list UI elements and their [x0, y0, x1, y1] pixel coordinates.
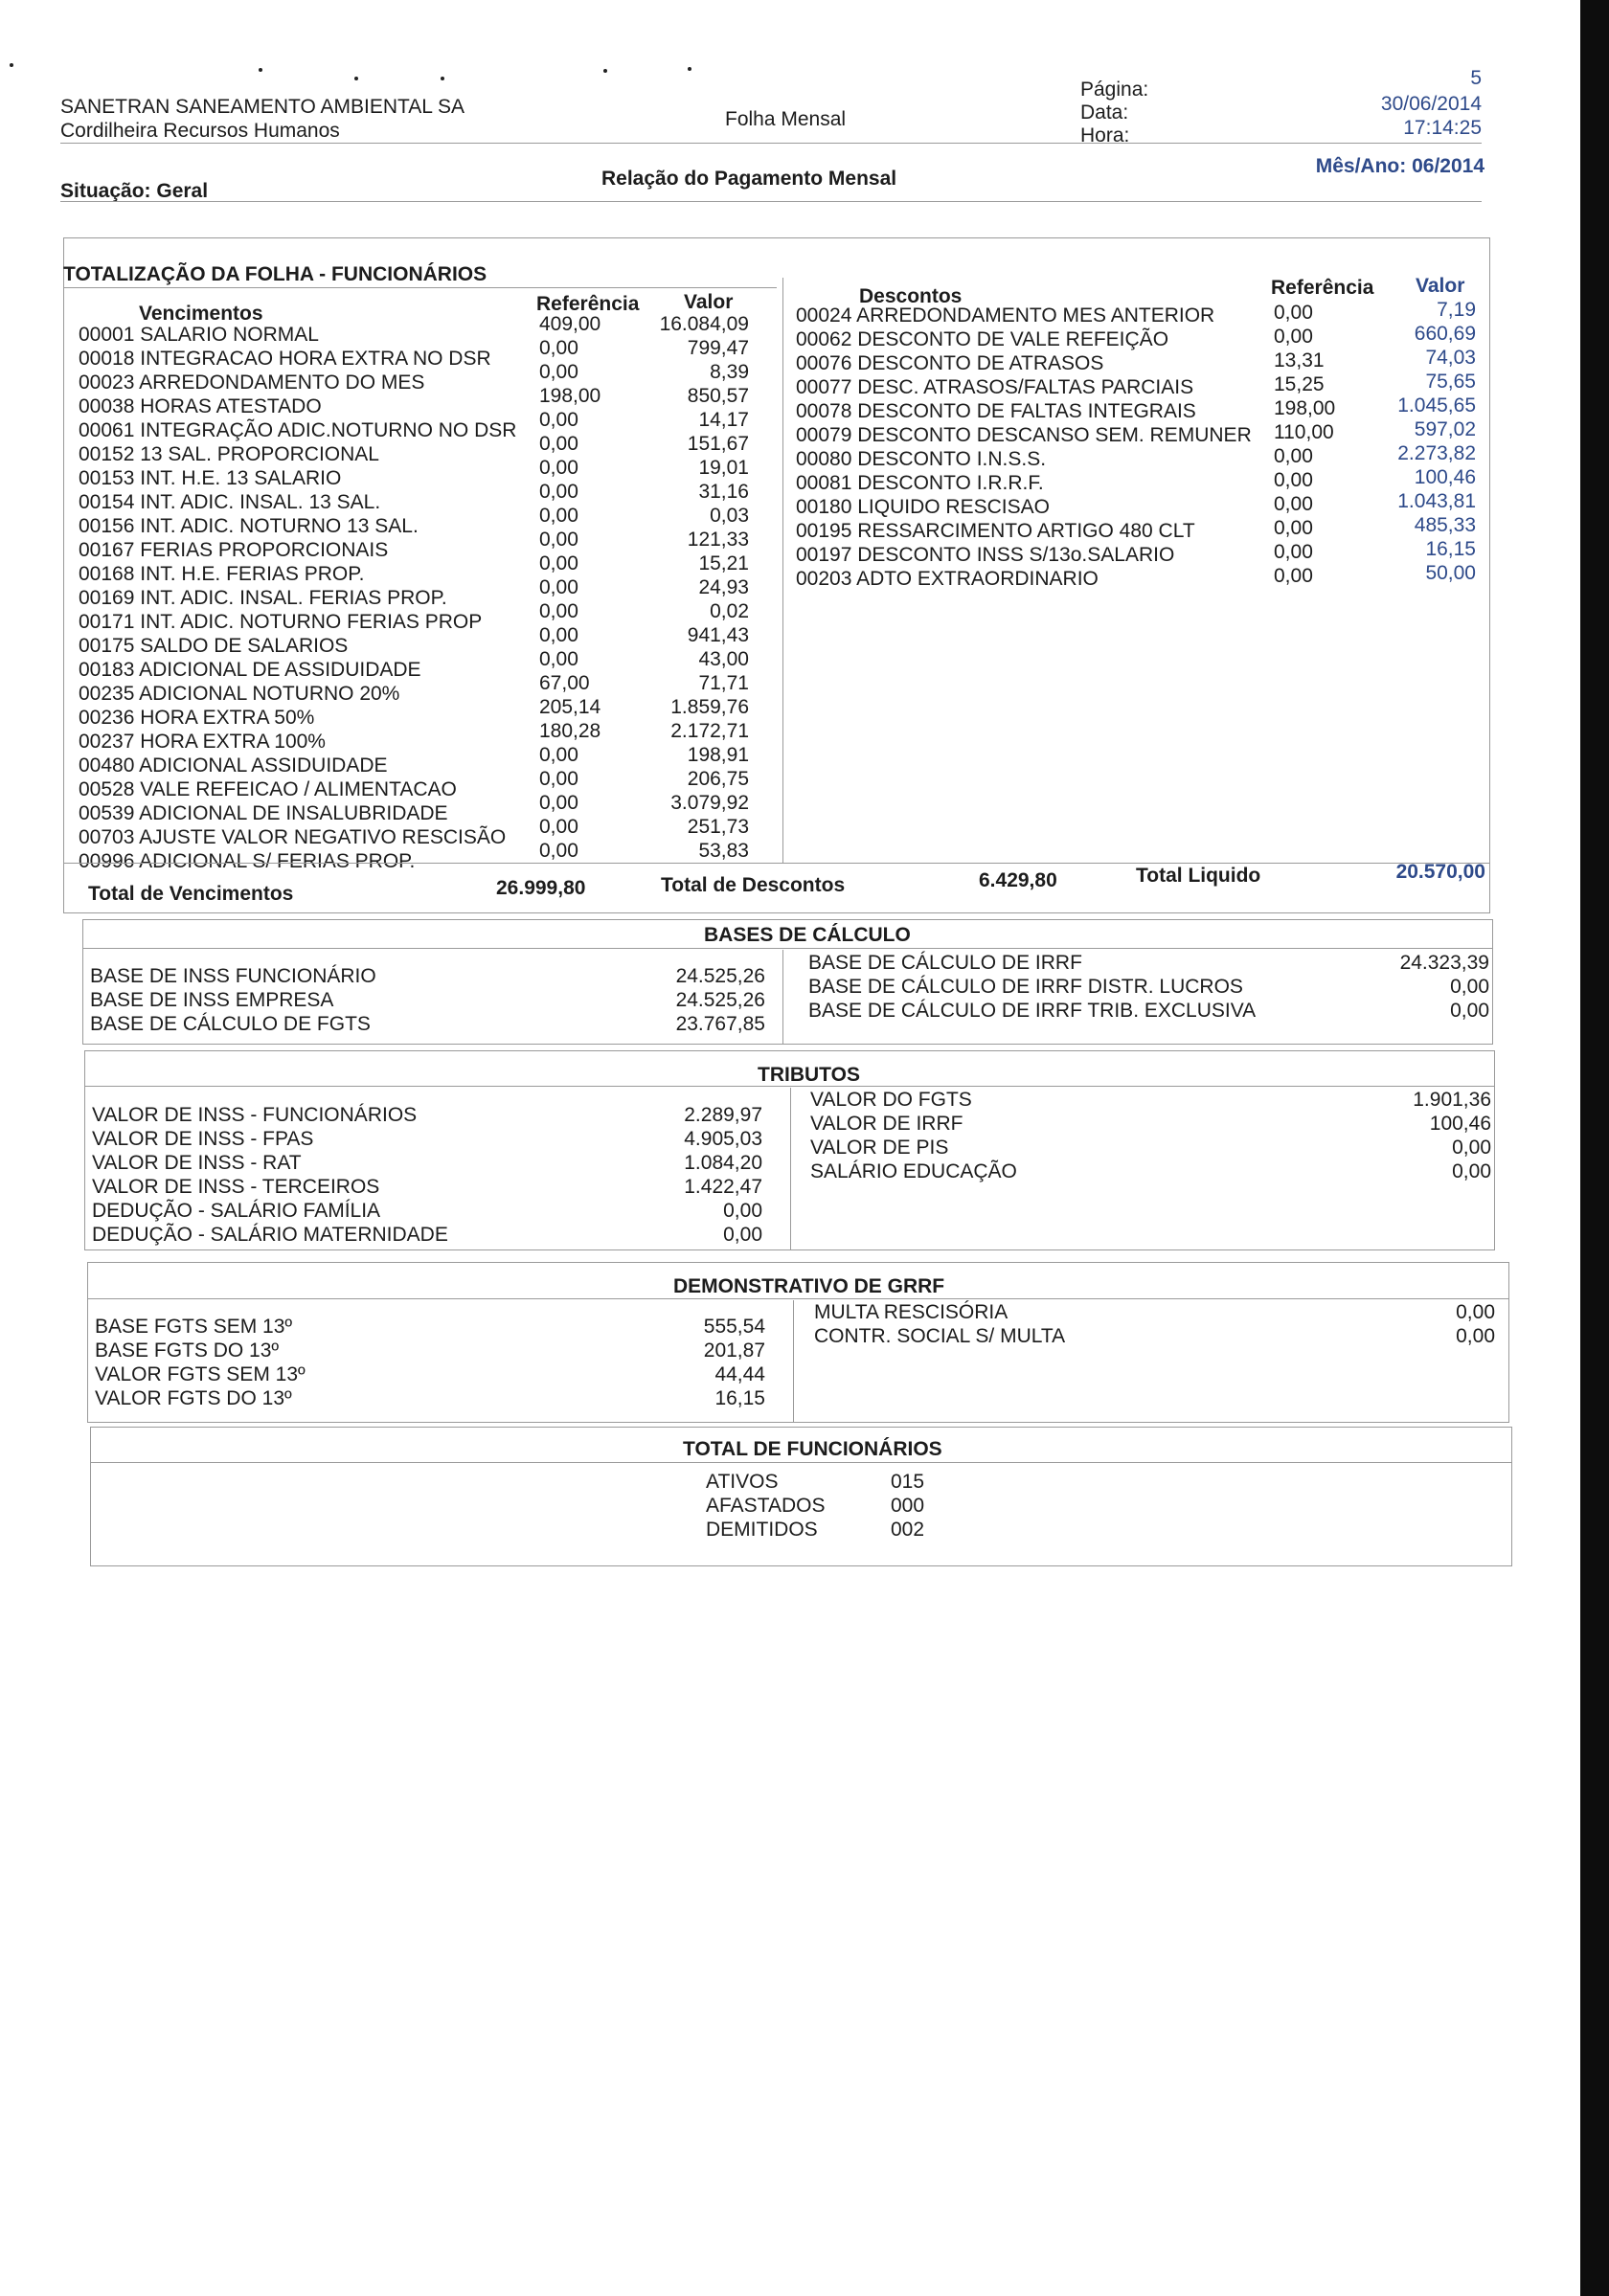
tributo-row-value: 4.905,03 — [684, 1128, 762, 1150]
report-name: Folha Mensal — [725, 108, 847, 130]
system-name: Cordilheira Recursos Humanos — [60, 120, 340, 142]
earning-value: 850,57 — [687, 385, 749, 407]
earning-description: 00061 INTEGRAÇÃO ADIC.NOTURNO NO DSR — [79, 419, 517, 441]
earning-reference: 409,00 — [539, 313, 601, 335]
deduction-description: 00077 DESC. ATRASOS/FALTAS PARCIAIS — [796, 376, 1194, 398]
earning-description: 00183 ADICIONAL DE ASSIDUIDADE — [79, 659, 421, 681]
header-divider-2 — [60, 201, 1482, 202]
employee-count-row — [706, 1494, 993, 1518]
earning-value: 43,00 — [698, 648, 749, 670]
earning-value: 8,39 — [710, 361, 749, 383]
earning-value: 14,17 — [698, 409, 749, 431]
tributo-row-value: 1.901,36 — [1413, 1089, 1491, 1111]
employee-count-row — [706, 1518, 993, 1542]
report-subtitle: Relação do Pagamento Mensal — [601, 168, 897, 190]
deduction-value: 597,02 — [1414, 418, 1476, 440]
base-row-label: BASE DE INSS EMPRESA — [90, 989, 334, 1011]
employee-count-value: 002 — [891, 1519, 925, 1541]
deductions-reference-header: Referência — [1271, 277, 1374, 299]
grrf-row-label: CONTR. SOCIAL S/ MULTA — [814, 1325, 1066, 1347]
base-row — [808, 975, 1489, 999]
tributo-row-value: 1.084,20 — [684, 1152, 762, 1174]
tributos-column-divider — [790, 1088, 791, 1250]
tributo-row-label: VALOR DE INSS - RAT — [92, 1152, 302, 1174]
tributo-row-value: 0,00 — [723, 1200, 762, 1222]
earning-value: 1.859,76 — [670, 696, 749, 718]
period-label: Mês/Ano: 06/2014 — [1315, 155, 1484, 177]
date-label: Data: — [1080, 101, 1129, 124]
deductions-value-column — [1341, 298, 1476, 585]
earnings-description-column — [79, 323, 538, 873]
earning-reference: 0,00 — [539, 481, 578, 503]
earning-value: 206,75 — [687, 768, 749, 790]
grrf-row — [814, 1300, 1495, 1324]
earning-reference: 0,00 — [539, 337, 578, 359]
earning-reference: 0,00 — [539, 529, 578, 551]
employee-count-label: DEMITIDOS — [706, 1519, 818, 1541]
deduction-description: 00197 DESCONTO INSS S/13o.SALARIO — [796, 544, 1175, 566]
deduction-value: 7,19 — [1437, 299, 1476, 321]
earning-value: 151,67 — [687, 433, 749, 455]
earning-value: 0,02 — [710, 600, 749, 622]
bases-column-divider — [782, 950, 783, 1044]
grrf-left-list — [95, 1315, 765, 1410]
earning-description: 00169 INT. ADIC. INSAL. FERIAS PROP. — [79, 587, 447, 609]
earning-description: 00154 INT. ADIC. INSAL. 13 SAL. — [79, 491, 381, 513]
earning-reference: 0,00 — [539, 409, 578, 431]
tributo-row — [810, 1088, 1491, 1112]
employees-list — [706, 1470, 993, 1542]
bases-right-list — [808, 951, 1489, 1023]
tributo-row-value: 1.422,47 — [684, 1176, 762, 1198]
totalization-title: TOTALIZAÇÃO DA FOLHA - FUNCIONÁRIOS — [63, 263, 487, 285]
tributo-row — [92, 1199, 762, 1223]
base-row-value: 24.323,39 — [1399, 952, 1489, 974]
deduction-reference: 0,00 — [1274, 445, 1313, 467]
bases-title: BASES DE CÁLCULO — [704, 924, 911, 946]
earning-value: 31,16 — [698, 481, 749, 503]
deduction-reference: 0,00 — [1274, 493, 1313, 515]
company-name: SANETRAN SANEAMENTO AMBIENTAL SA — [60, 96, 465, 118]
deduction-value: 485,33 — [1414, 514, 1476, 536]
tributos-title-divider — [84, 1086, 1495, 1087]
earning-value: 0,03 — [710, 505, 749, 527]
base-row-label: BASE DE CÁLCULO DE IRRF TRIB. EXCLUSIVA — [808, 1000, 1257, 1022]
earning-reference: 0,00 — [539, 600, 578, 622]
tributo-row — [92, 1127, 762, 1151]
earnings-value-header: Valor — [684, 291, 734, 313]
deduction-value: 74,03 — [1425, 347, 1476, 369]
page-label: Página: — [1080, 79, 1149, 101]
grrf-row-value: 0,00 — [1456, 1325, 1495, 1347]
report-time: 17:14:25 — [1403, 117, 1482, 139]
deduction-description: 00180 LIQUIDO RESCISAO — [796, 496, 1050, 518]
deduction-value: 2.273,82 — [1397, 442, 1476, 464]
tributo-row — [92, 1103, 762, 1127]
base-row-value: 0,00 — [1450, 1000, 1489, 1022]
earning-description: 00001 SALARIO NORMAL — [79, 324, 319, 346]
tributos-right-list — [810, 1088, 1491, 1183]
deductions-description-column — [796, 304, 1294, 591]
earning-reference: 0,00 — [539, 744, 578, 766]
earning-reference: 0,00 — [539, 505, 578, 527]
deduction-reference: 0,00 — [1274, 302, 1313, 324]
tributo-row-label: VALOR DE IRRF — [810, 1113, 963, 1135]
deduction-description: 00062 DESCONTO DE VALE REFEIÇÃO — [796, 328, 1169, 350]
grrf-row-value: 201,87 — [703, 1339, 765, 1362]
speck — [688, 67, 691, 71]
employee-count-value: 000 — [891, 1495, 925, 1517]
grrf-title: DEMONSTRATIVO DE GRRF — [673, 1275, 945, 1297]
earning-reference: 0,00 — [539, 552, 578, 574]
bases-left-list — [90, 964, 765, 1036]
base-row-value: 24.525,26 — [675, 965, 765, 987]
earning-reference: 198,00 — [539, 385, 601, 407]
grrf-row-value: 44,44 — [714, 1363, 765, 1385]
earning-description: 00152 13 SAL. PROPORCIONAL — [79, 443, 379, 465]
deduction-reference: 0,00 — [1274, 326, 1313, 348]
grrf-right-list — [814, 1300, 1495, 1348]
earning-reference: 0,00 — [539, 768, 578, 790]
total-net-value: 20.570,00 — [1395, 861, 1485, 883]
situation-label: Situação: Geral — [60, 180, 209, 202]
deduction-reference: 0,00 — [1274, 517, 1313, 539]
totals-divider — [63, 863, 1490, 864]
tributo-row-value: 100,46 — [1429, 1113, 1491, 1135]
grrf-row-value: 0,00 — [1456, 1301, 1495, 1323]
total-net-label: Total Liquido — [1136, 865, 1261, 887]
grrf-row-label: VALOR FGTS DO 13º — [95, 1387, 292, 1409]
employee-count-value: 015 — [891, 1471, 925, 1493]
tributos-title: TRIBUTOS — [758, 1064, 860, 1086]
deduction-value: 50,00 — [1425, 562, 1476, 584]
earning-reference: 0,00 — [539, 576, 578, 598]
base-row-label: BASE DE CÁLCULO DE IRRF — [808, 952, 1082, 974]
tributos-left-list — [92, 1103, 762, 1247]
speck — [10, 63, 13, 67]
deduction-description: 00078 DESCONTO DE FALTAS INTEGRAIS — [796, 400, 1196, 422]
employee-count-label: ATIVOS — [706, 1471, 779, 1493]
earning-reference: 0,00 — [539, 457, 578, 479]
earning-description: 00168 INT. H.E. FERIAS PROP. — [79, 563, 365, 585]
earning-reference: 180,28 — [539, 720, 601, 742]
earning-value: 251,73 — [687, 816, 749, 838]
earning-description: 00236 HORA EXTRA 50% — [79, 707, 315, 729]
earning-description: 00539 ADICIONAL DE INSALUBRIDADE — [79, 802, 448, 824]
speck — [259, 68, 262, 72]
tributo-row-value: 2.289,97 — [684, 1104, 762, 1126]
deduction-value: 100,46 — [1414, 466, 1476, 488]
tributo-row — [810, 1112, 1491, 1136]
earning-description: 00023 ARREDONDAMENTO DO MES — [79, 371, 425, 394]
bases-title-divider — [82, 948, 1493, 949]
grrf-row — [95, 1315, 765, 1339]
base-row — [90, 964, 765, 988]
earning-description: 00703 AJUSTE VALOR NEGATIVO RESCISÃO — [79, 826, 507, 848]
tributo-row-label: VALOR DE INSS - TERCEIROS — [92, 1176, 380, 1198]
deduction-reference: 0,00 — [1274, 469, 1313, 491]
base-row — [90, 988, 765, 1012]
earning-value: 2.172,71 — [670, 720, 749, 742]
tributo-row-label: DEDUÇÃO - SALÁRIO FAMÍLIA — [92, 1200, 381, 1222]
base-row-value: 24.525,26 — [675, 989, 765, 1011]
base-row-label: BASE DE CÁLCULO DE IRRF DISTR. LUCROS — [808, 976, 1243, 998]
grrf-row — [814, 1324, 1495, 1348]
time-label: Hora: — [1080, 124, 1130, 146]
earning-description: 00237 HORA EXTRA 100% — [79, 731, 326, 753]
earning-description: 00175 SALDO DE SALARIOS — [79, 635, 349, 657]
grrf-row-value: 555,54 — [703, 1316, 765, 1338]
speck — [441, 77, 444, 80]
earning-value: 3.079,92 — [670, 792, 749, 814]
base-row-value: 23.767,85 — [675, 1013, 765, 1035]
deduction-reference: 15,25 — [1274, 373, 1325, 395]
tributo-row — [92, 1151, 762, 1175]
earning-reference: 0,00 — [539, 361, 578, 383]
tributo-row — [92, 1175, 762, 1199]
earning-reference: 0,00 — [539, 840, 578, 862]
deduction-value: 75,65 — [1425, 371, 1476, 393]
grrf-row-label: BASE FGTS DO 13º — [95, 1339, 280, 1362]
tributo-row-value: 0,00 — [1452, 1137, 1491, 1159]
employees-title-divider — [90, 1462, 1512, 1463]
earnings-header: Vencimentos — [139, 303, 263, 325]
earning-value: 799,47 — [687, 337, 749, 359]
tributo-row-label: VALOR DO FGTS — [810, 1089, 972, 1111]
earning-reference: 67,00 — [539, 672, 590, 694]
deduction-reference: 0,00 — [1274, 565, 1313, 587]
speck — [603, 69, 607, 73]
base-row-label: BASE DE INSS FUNCIONÁRIO — [90, 965, 376, 987]
earning-reference: 0,00 — [539, 816, 578, 838]
earning-value: 16.084,09 — [659, 313, 749, 335]
earnings-value-column — [613, 312, 749, 863]
grrf-row-label: MULTA RESCISÓRIA — [814, 1301, 1008, 1323]
total-deductions-value: 6.429,80 — [979, 869, 1057, 891]
earning-description: 00156 INT. ADIC. NOTURNO 13 SAL. — [79, 515, 419, 537]
deduction-value: 1.043,81 — [1397, 490, 1476, 512]
tributo-row-label: VALOR DE INSS - FPAS — [92, 1128, 314, 1150]
total-deductions-label: Total de Descontos — [661, 874, 846, 896]
deduction-reference: 0,00 — [1274, 541, 1313, 563]
deduction-reference: 13,31 — [1274, 349, 1325, 371]
earning-reference: 0,00 — [539, 792, 578, 814]
employee-count-label: AFASTADOS — [706, 1495, 826, 1517]
earning-value: 24,93 — [698, 576, 749, 598]
employee-count-row — [706, 1470, 993, 1494]
deduction-value: 1.045,65 — [1397, 394, 1476, 416]
deduction-description: 00076 DESCONTO DE ATRASOS — [796, 352, 1104, 374]
employees-title: TOTAL DE FUNCIONÁRIOS — [683, 1438, 942, 1460]
tributo-row-value: 0,00 — [1452, 1160, 1491, 1182]
earning-reference: 0,00 — [539, 624, 578, 646]
earning-description: 00996 ADICIONAL S/ FERIAS PROP. — [79, 850, 416, 872]
tributo-row-label: VALOR DE INSS - FUNCIONÁRIOS — [92, 1104, 418, 1126]
earning-value: 198,91 — [687, 744, 749, 766]
earning-description: 00528 VALE REFEICAO / ALIMENTACAO — [79, 778, 457, 800]
totalization-column-divider — [782, 278, 783, 863]
earning-reference: 205,14 — [539, 696, 601, 718]
tributo-row — [810, 1136, 1491, 1159]
tributo-row-label: SALÁRIO EDUCAÇÃO — [810, 1160, 1017, 1182]
base-row-label: BASE DE CÁLCULO DE FGTS — [90, 1013, 371, 1035]
grrf-row-label: VALOR FGTS SEM 13º — [95, 1363, 306, 1385]
speck — [354, 77, 358, 80]
earnings-reference-header: Referência — [536, 293, 640, 315]
deduction-value: 660,69 — [1414, 323, 1476, 345]
earning-value: 71,71 — [698, 672, 749, 694]
tributo-row-value: 0,00 — [723, 1224, 762, 1246]
tributo-row — [810, 1159, 1491, 1183]
grrf-row-value: 16,15 — [714, 1387, 765, 1409]
earning-description: 00153 INT. H.E. 13 SALARIO — [79, 467, 342, 489]
earning-value: 19,01 — [698, 457, 749, 479]
deduction-reference: 110,00 — [1274, 421, 1334, 443]
page-number: 5 — [1470, 67, 1482, 89]
total-earnings-value: 26.999,80 — [496, 877, 586, 899]
tributo-row-label: VALOR DE PIS — [810, 1137, 949, 1159]
totalization-title-divider — [63, 287, 777, 288]
earning-value: 941,43 — [687, 624, 749, 646]
earning-value: 53,83 — [698, 840, 749, 862]
earning-reference: 0,00 — [539, 648, 578, 670]
earning-description: 00235 ADICIONAL NOTURNO 20% — [79, 683, 400, 705]
deduction-description: 00195 RESSARCIMENTO ARTIGO 480 CLT — [796, 520, 1195, 542]
grrf-column-divider — [793, 1300, 794, 1423]
base-row — [808, 999, 1489, 1023]
grrf-row-label: BASE FGTS SEM 13º — [95, 1316, 293, 1338]
earning-value: 121,33 — [687, 529, 749, 551]
deduction-description: 00080 DESCONTO I.N.S.S. — [796, 448, 1047, 470]
grrf-row — [95, 1362, 765, 1386]
earning-description: 00167 FERIAS PROPORCIONAIS — [79, 539, 389, 561]
deduction-reference: 198,00 — [1274, 397, 1336, 419]
base-row-value: 0,00 — [1450, 976, 1489, 998]
report-date: 30/06/2014 — [1380, 93, 1482, 115]
deduction-value: 16,15 — [1425, 538, 1476, 560]
earning-description: 00480 ADICIONAL ASSIDUIDADE — [79, 754, 388, 777]
grrf-row — [95, 1339, 765, 1362]
tributo-row-label: DEDUÇÃO - SALÁRIO MATERNIDADE — [92, 1224, 448, 1246]
deduction-description: 00024 ARREDONDAMENTO MES ANTERIOR — [796, 304, 1215, 326]
earning-reference: 0,00 — [539, 433, 578, 455]
base-row — [90, 1012, 765, 1036]
total-earnings-label: Total de Vencimentos — [88, 883, 294, 905]
deduction-description: 00079 DESCONTO DESCANSO SEM. REMUNER — [796, 424, 1252, 446]
header-divider — [60, 143, 1482, 144]
deduction-description: 00203 ADTO EXTRAORDINARIO — [796, 568, 1099, 590]
base-row — [808, 951, 1489, 975]
earning-description: 00171 INT. ADIC. NOTURNO FERIAS PROP — [79, 611, 483, 633]
tributo-row — [92, 1223, 762, 1247]
grrf-title-divider — [87, 1298, 1509, 1299]
earning-description: 00018 INTEGRACAO HORA EXTRA NO DSR — [79, 348, 491, 370]
earning-description: 00038 HORAS ATESTADO — [79, 395, 322, 417]
deductions-header: Descontos — [859, 285, 963, 307]
deduction-description: 00081 DESCONTO I.R.R.F. — [796, 472, 1044, 494]
grrf-row — [95, 1386, 765, 1410]
deductions-value-header: Valor — [1416, 275, 1465, 297]
earning-value: 15,21 — [698, 552, 749, 574]
